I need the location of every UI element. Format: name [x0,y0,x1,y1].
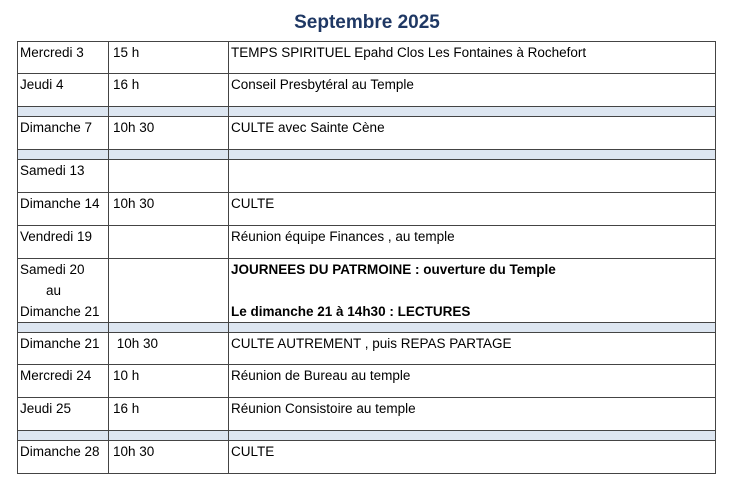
time-cell: 10h 30 [109,117,229,150]
event-cell [229,259,716,323]
day-cell: Jeudi 4 [18,74,109,107]
time-cell: 16 h [109,74,229,107]
schedule-table [17,41,716,474]
day-cell: Vendredi 19 [18,226,109,259]
event-cell: Réunion de Bureau au temple [229,365,716,398]
event-cell: CULTE AUTREMENT , puis REPAS PARTAGE [229,333,716,365]
time-cell [109,226,229,259]
event-cell: CULTE avec Sainte Cène [229,117,716,150]
table-row [18,117,716,150]
day-cell: Dimanche 14 [18,193,109,226]
page-title: Septembre 2025 [294,12,440,33]
time-cell: 10h 30 [109,193,229,226]
table-row [18,193,716,226]
day-connector: au [46,283,62,298]
event-cell: TEMPS SPIRITUEL Epahd Clos Les Fontaines à Rochefort [229,42,716,74]
day-cell: Mercredi 24 [18,365,109,398]
time-cell: 10 h [109,365,229,398]
event-cell: Réunion Consistoire au temple [229,398,716,431]
time-cell: 10h 30 [109,441,229,474]
day-cell [18,259,109,323]
day-start: Samedi 20 [20,262,85,277]
separator-row [18,150,716,160]
time-cell [109,259,229,323]
day-cell: Samedi 13 [18,160,109,193]
table-row [18,42,716,74]
table-row [18,441,716,474]
event-line-1: JOURNEES DU PATRMOINE : ouverture du Temple [231,262,556,277]
time-cell: 10h 30 [109,333,229,365]
event-cell [229,160,716,193]
table-row [18,365,716,398]
table-row [18,160,716,193]
event-cell: CULTE [229,193,716,226]
separator-row [18,431,716,441]
day-cell: Dimanche 7 [18,117,109,150]
day-cell: Dimanche 28 [18,441,109,474]
day-cell: Dimanche 21 [18,333,109,365]
event-cell: CULTE [229,441,716,474]
event-cell: Conseil Presbytéral au Temple [229,74,716,107]
separator-row [18,107,716,117]
time-cell: 15 h [109,42,229,74]
table-row [18,74,716,107]
day-cell: Jeudi 25 [18,398,109,431]
table-row [18,259,716,323]
event-cell: Réunion équipe Finances , au temple [229,226,716,259]
separator-row [18,323,716,333]
day-cell: Mercredi 3 [18,42,109,74]
day-end: Dimanche 21 [20,304,100,319]
table-row [18,226,716,259]
time-cell: 16 h [109,398,229,431]
table-row [18,398,716,431]
table-row [18,333,716,365]
event-line-2: Le dimanche 21 à 14h30 : LECTURES [231,304,471,319]
time-cell [109,160,229,193]
